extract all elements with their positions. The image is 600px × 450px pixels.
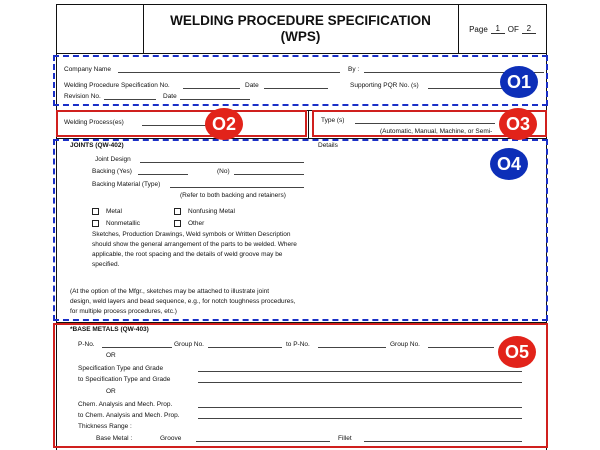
or-label: OR — [106, 352, 116, 359]
page-total[interactable]: 2 — [522, 24, 536, 34]
sketch-text-line: applicable, the root spacing and the details of weld groove may be — [92, 251, 283, 258]
page-indicator — [458, 4, 547, 54]
by-label: By : — [348, 66, 360, 73]
highlight-box-section-5 — [53, 323, 548, 448]
nonmetallic-label: Nonmetallic — [106, 220, 140, 227]
details-label: Details — [318, 142, 338, 149]
backing-note: (Refer to both backing and retainers) — [180, 192, 286, 199]
thickness-range-label: Thickness Range : — [78, 423, 132, 430]
title-line-1: WELDING PROCEDURE SPECIFICATION — [170, 13, 431, 28]
chem-analysis-label: Chem. Analysis and Mech. Prop. — [78, 401, 173, 408]
other-label: Other — [188, 220, 205, 227]
page-title — [143, 13, 458, 45]
page-current[interactable]: 1 — [491, 24, 505, 34]
welding-process-label: Welding Process(es) — [64, 119, 124, 126]
highlight-box-section-1 — [53, 55, 548, 106]
badge-04: O4 — [490, 148, 528, 180]
sketch-text-line: specified. — [92, 261, 120, 268]
badge-05: O5 — [498, 336, 536, 368]
badge-01: O1 — [500, 66, 538, 98]
backing-yes-label: Backing (Yes) — [92, 168, 132, 175]
base-metal-label: Base Metal : — [96, 435, 133, 442]
sketch-text-line: should show the general arrangement of the parts to be welded. Where — [92, 241, 297, 248]
badge-03: O3 — [499, 108, 537, 140]
revision-no-label: Revision No. — [64, 93, 101, 100]
type-label: Type (s) — [321, 117, 345, 124]
page-label: Page — [469, 24, 488, 34]
sketch-text-line: Sketches, Production Drawings, Weld symbols or Written Description — [92, 231, 291, 238]
to-spec-type-grade-label: to Specification Type and Grade — [78, 376, 171, 383]
date-label: Date — [245, 82, 259, 89]
highlight-box-section-2 — [56, 110, 307, 137]
base-metals-heading: *BASE METALS (QW-403) — [70, 326, 149, 333]
column-divider — [308, 110, 309, 138]
joints-heading: JOINTS (QW-402) — [70, 142, 124, 149]
option-text-line: for multiple process procedures, etc.) — [70, 308, 177, 315]
spec-type-grade-label: Specification Type and Grade — [78, 365, 164, 372]
fillet-label: Fillet — [338, 435, 352, 442]
joint-design-label: Joint Design — [95, 156, 131, 163]
badge-02: O2 — [205, 108, 243, 140]
supporting-pqr-label: Supporting PQR No. (s) — [350, 82, 419, 89]
backing-material-label: Backing Material (Type) — [92, 181, 161, 188]
groove-label: Groove — [160, 435, 182, 442]
type-options-note: (Automatic, Manual, Machine, or Semi- — [380, 128, 493, 135]
highlight-box-section-4 — [53, 139, 548, 321]
to-chem-analysis-label: to Chem. Analysis and Mech. Prop. — [78, 412, 180, 419]
nonfusing-metal-label: Nonfusing Metal — [188, 208, 235, 215]
p-no-label: P-No. — [78, 341, 95, 348]
group-no-label: Group No. — [174, 341, 204, 348]
or-label: OR — [106, 388, 116, 395]
option-text-line: (At the option of the Mfgr., sketches may be attached to illustrate joint — [70, 288, 270, 295]
to-p-no-label: to P-No. — [286, 341, 310, 348]
page-of-label: OF — [507, 24, 519, 34]
option-text-line: design, weld layers and bead sequence, e.g., for notch toughness procedures, — [70, 298, 296, 305]
backing-no-label: (No) — [217, 168, 230, 175]
company-name-label: Company Name — [64, 66, 111, 73]
metal-label: Metal — [106, 208, 122, 215]
revision-date-label: Date — [163, 93, 177, 100]
wps-no-label: Welding Procedure Specification No. — [64, 82, 170, 89]
group-no-2-label: Group No. — [390, 341, 420, 348]
title-line-2: (WPS) — [280, 29, 321, 44]
